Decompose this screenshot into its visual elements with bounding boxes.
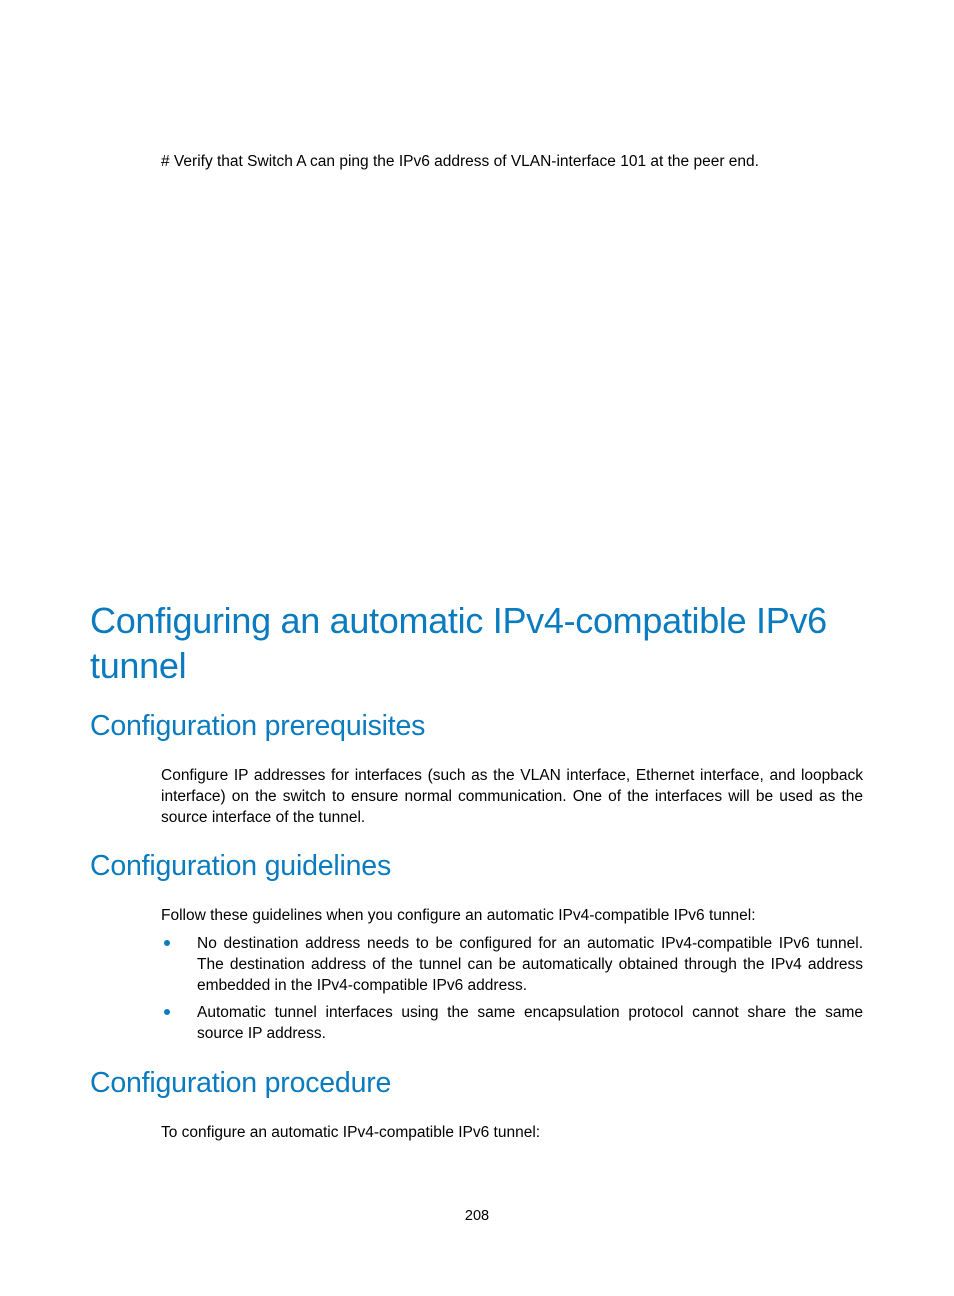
guideline-bullet-1: No destination address needs to be configured for an automatic IPv4-compatible IPv6 tunnel. The destination address of the tunnel can be automatically obtained through the IPv4 address embedded in the IPv4-compatible IPv6 address. bbox=[197, 935, 863, 994]
bullet-dot-icon bbox=[164, 1009, 170, 1015]
procedure-heading: Configuration procedure bbox=[90, 1067, 392, 1099]
page-number: 208 bbox=[464, 1208, 490, 1224]
verify-line: # Verify that Switch A can ping the IPv6 address of VLAN-interface 101 at the peer end. bbox=[161, 153, 759, 170]
prerequisites-heading: Configuration prerequisites bbox=[90, 710, 426, 742]
procedure-intro: To configure an automatic IPv4-compatible IPv6 tunnel: bbox=[161, 1124, 541, 1141]
main-heading: Configuring an automatic IPv4-compatible IPv6 tunnel bbox=[90, 600, 827, 686]
bullet-dot-icon bbox=[164, 940, 170, 946]
guidelines-intro: Follow these guidelines when you configure an automatic IPv4-compatible IPv6 tunnel: bbox=[161, 907, 756, 924]
guidelines-heading: Configuration guidelines bbox=[90, 850, 391, 882]
prerequisites-text: Configure IP addresses for interfaces (such as the VLAN interface, Ethernet interface, and loopback interface) on the switch to ensure normal communication. One of the interfaces will be used as the source interface of the tunnel. bbox=[161, 767, 863, 826]
guideline-bullet-2: Automatic tunnel interfaces using the same encapsulation protocol cannot share the same source IP address. bbox=[197, 1004, 863, 1042]
